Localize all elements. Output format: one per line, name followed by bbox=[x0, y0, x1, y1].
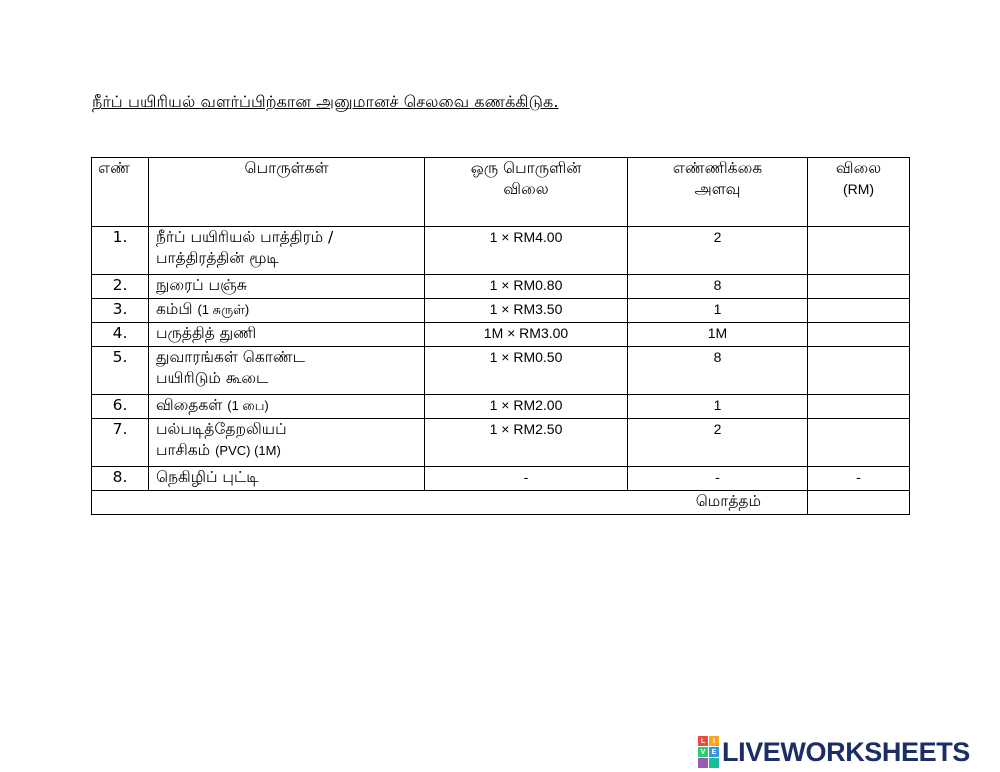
logo-tile bbox=[698, 758, 708, 768]
logo-mark-icon bbox=[698, 736, 719, 768]
row-item: நெகிழிப் புட்டி bbox=[149, 467, 425, 491]
row-quantity: 8 bbox=[628, 347, 808, 395]
row-unit-price: - bbox=[425, 467, 628, 491]
row-item: கம்பி (1 சுருள்) bbox=[149, 299, 425, 323]
logo-tile: L bbox=[698, 736, 708, 746]
header-number: எண் bbox=[92, 158, 149, 227]
row-item: பல்படித்தேறலியப் பாசிகம் (PVC) (1M) bbox=[149, 419, 425, 467]
row-quantity: 1 bbox=[628, 299, 808, 323]
table-row bbox=[92, 419, 910, 467]
row-number: 7. bbox=[92, 419, 149, 467]
row-cost-answer[interactable] bbox=[808, 275, 910, 299]
header-quantity: எண்ணிக்கை அளவு bbox=[628, 158, 808, 227]
cost-table bbox=[91, 157, 910, 515]
total-answer[interactable] bbox=[808, 491, 910, 515]
table-row bbox=[92, 467, 910, 491]
row-quantity: 1 bbox=[628, 395, 808, 419]
brand-name: LIVEWORKSHEETS bbox=[722, 736, 970, 767]
row-quantity: 8 bbox=[628, 275, 808, 299]
table-row bbox=[92, 227, 910, 275]
logo-tile bbox=[709, 758, 719, 768]
total-label: மொத்தம் bbox=[92, 491, 808, 515]
row-cost-answer[interactable] bbox=[808, 347, 910, 395]
logo-tile: I bbox=[709, 736, 719, 746]
row-number: 5. bbox=[92, 347, 149, 395]
row-cost-answer[interactable] bbox=[808, 395, 910, 419]
row-item: துவாரங்கள் கொண்ட பயிரிடும் கூடை bbox=[149, 347, 425, 395]
row-cost-answer[interactable] bbox=[808, 419, 910, 467]
row-cost-answer[interactable] bbox=[808, 323, 910, 347]
row-unit-price: 1 × RM0.80 bbox=[425, 275, 628, 299]
table-header-row bbox=[92, 158, 910, 227]
table-row bbox=[92, 395, 910, 419]
row-cost: - bbox=[808, 467, 910, 491]
row-unit-price: 1 × RM2.00 bbox=[425, 395, 628, 419]
row-unit-price: 1M × RM3.00 bbox=[425, 323, 628, 347]
row-item: நுரைப் பஞ்சு bbox=[149, 275, 425, 299]
row-quantity: 1M bbox=[628, 323, 808, 347]
row-quantity: - bbox=[628, 467, 808, 491]
worksheet-title: நீர்ப் பயிரியல் வளர்ப்பிற்கான அனுமானச் செலவை கணக்கிடுக. bbox=[92, 92, 559, 111]
row-unit-price: 1 × RM0.50 bbox=[425, 347, 628, 395]
logo-tile: V bbox=[698, 747, 708, 757]
row-cost-answer[interactable] bbox=[808, 299, 910, 323]
header-cost: விலை (RM) bbox=[808, 158, 910, 227]
total-row bbox=[92, 491, 910, 515]
row-number: 2. bbox=[92, 275, 149, 299]
row-unit-price: 1 × RM2.50 bbox=[425, 419, 628, 467]
row-number: 8. bbox=[92, 467, 149, 491]
header-unit-price: ஒரு பொருளின் விலை bbox=[425, 158, 628, 227]
row-cost-answer[interactable] bbox=[808, 227, 910, 275]
row-item: பருத்தித் துணி bbox=[149, 323, 425, 347]
table-row bbox=[92, 275, 910, 299]
table-row bbox=[92, 347, 910, 395]
header-item: பொருள்கள் bbox=[149, 158, 425, 227]
row-item: விதைகள் (1 பை) bbox=[149, 395, 425, 419]
row-number: 3. bbox=[92, 299, 149, 323]
row-number: 6. bbox=[92, 395, 149, 419]
logo-tile: E bbox=[709, 747, 719, 757]
row-number: 1. bbox=[92, 227, 149, 275]
row-number: 4. bbox=[92, 323, 149, 347]
liveworksheets-logo bbox=[698, 735, 970, 769]
row-unit-price: 1 × RM3.50 bbox=[425, 299, 628, 323]
table-row bbox=[92, 299, 910, 323]
table-row bbox=[92, 323, 910, 347]
row-quantity: 2 bbox=[628, 227, 808, 275]
row-unit-price: 1 × RM4.00 bbox=[425, 227, 628, 275]
row-item: நீர்ப் பயிரியல் பாத்திரம் / பாத்திரத்தின் மூடி bbox=[149, 227, 425, 275]
row-quantity: 2 bbox=[628, 419, 808, 467]
